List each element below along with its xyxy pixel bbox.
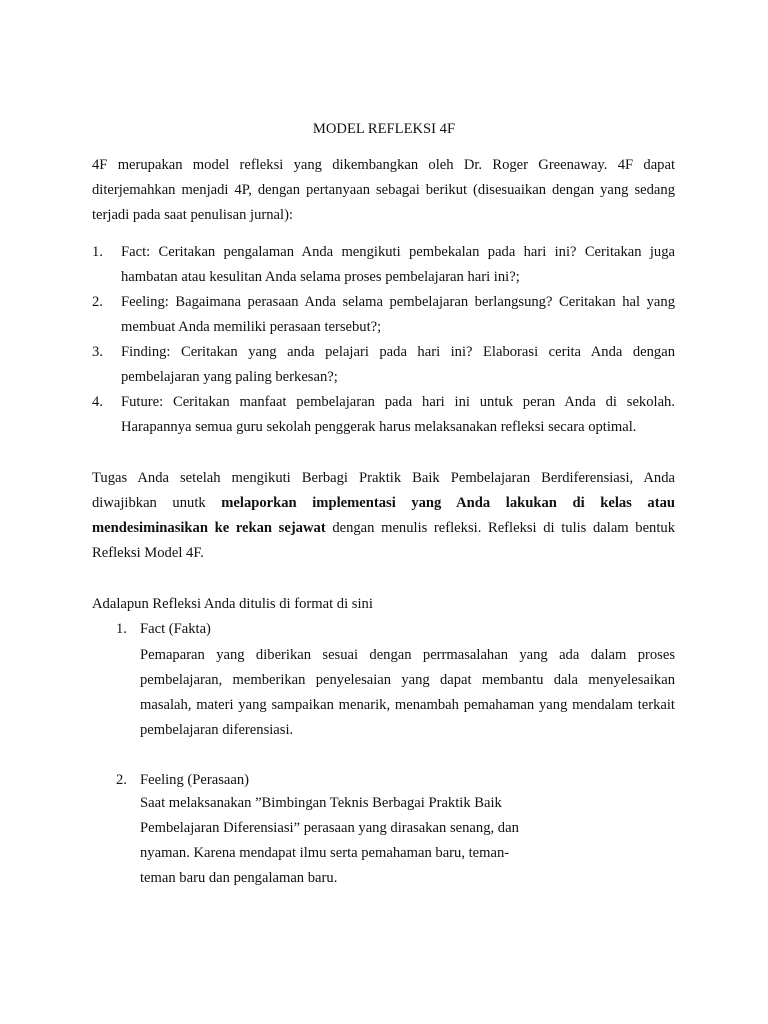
answer-number: 2. [116,772,127,788]
intro-paragraph: 4F merupakan model refleksi yang dikembangkan oleh Dr. Roger Greenaway. 4F dapat diterjemahkan menjadi 4P, dengan pertanyaan sebagai berikut (disesuaikan dengan yang sedang terjadi pada saat penulisan jurnal): [92,157,675,223]
answer-body: Pemaparan yang diberikan sesuai dengan perrmasalahan yang ada dalam proses pembelajaran, memberikan penyelesaian yang dapat membantu dala menyelesaikan masalah, materi yang sampaikan menarik, menambah pemahaman yang mendalam terkait pembelajaran diferensiasi. [140,647,675,738]
list-item-text: Finding: Ceritakan yang anda pelajari pada hari ini? Elaborasi cerita Anda dengan pembelajaran yang paling berkesan?; [121,344,675,385]
task-text: Tugas Anda setelah mengikuti Berbagi Praktik Baik Pembelajaran Berdiferensiasi, Anda diwajibkan unutk [92,470,675,511]
answer-heading: Feeling (Perasaan) [140,772,250,788]
list-number: 1. [92,244,103,260]
task-text-end: dengan menulis refleksi. Refleksi di tulis dalam bentuk Refleksi Model 4F. [92,520,675,561]
list-item [92,240,675,290]
list-item [92,290,675,340]
list-number: 4. [92,394,103,410]
question-list [92,240,675,440]
list-item [92,340,675,390]
list-item-text: Future: Ceritakan manfaat pembelajaran pada hari ini untuk peran Anda di sekolah. Harapannya semua guru sekolah penggerak harus melaksanakan refleksi secara optimal. [121,394,675,435]
list-item-text: Fact: Ceritakan pengalaman Anda mengikuti pembekalan pada hari ini? Ceritakan juga hambatan atau kesulitan Anda selama proses pembelajaran hari ini?; [121,244,675,285]
page-title: MODEL REFLEKSI 4F [312,121,456,137]
list-item [92,390,675,440]
answer-body: Saat melaksanakan ”Bimbingan Teknis Berbagai Praktik Baik Pembelajaran Diferensiasi” perasaan yang dirasakan senang, dan nyaman. Karena mendapat ilmu serta pemahaman baru, teman-teman baru dan pengalaman baru. [140,795,519,886]
task-bold-text: melaporkan implementasi yang Anda lakukan di kelas atau mendesiminasikan ke rekan sejawat [92,495,675,536]
list-number: 2. [92,294,103,310]
format-intro: Adalapun Refleksi Anda ditulis di format di sini [92,596,373,612]
task-paragraph [92,466,675,566]
answer-heading: Fact (Fakta) [140,621,211,637]
list-number: 3. [92,344,103,360]
list-item-text: Feeling: Bagaimana perasaan Anda selama pembelajaran berlangsung? Ceritakan hal yang membuat Anda memiliki perasaan tersebut?; [121,294,675,335]
answer-number: 1. [116,621,127,637]
